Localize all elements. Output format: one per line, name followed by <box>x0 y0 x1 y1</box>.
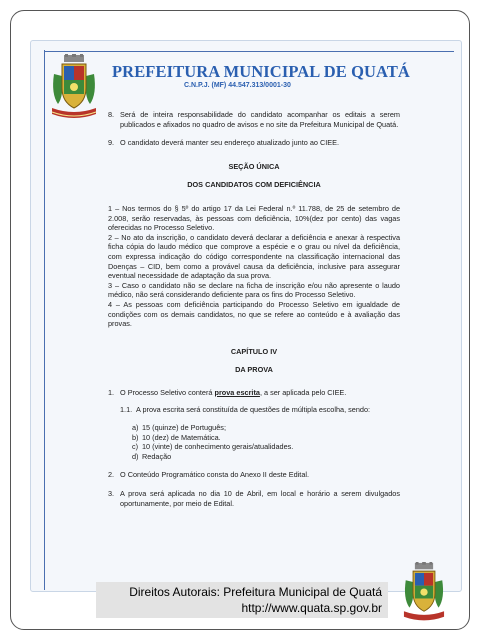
item-number: 3. <box>108 489 115 499</box>
footer-logo-caption: QUATÁ <box>417 622 431 627</box>
item-number: 8. <box>108 110 115 119</box>
item-text: 15 (quinze) de Português; <box>142 423 226 433</box>
section-title: SEÇÃO ÚNICA <box>228 161 280 171</box>
item-number: 2. <box>108 470 115 480</box>
header-title: PREFEITURA MUNICIPAL DE QUATÁ <box>112 62 410 81</box>
item-text: Redação <box>142 451 172 461</box>
footer-url-link[interactable]: http://www.quata.sp.gov.br <box>241 601 382 615</box>
item-text: 10 (dez) de Matemática. <box>142 432 221 442</box>
section-subtitle: DOS CANDIDATOS COM DEFICIÊNCIA <box>187 180 321 190</box>
header-cnpj: C.N.P.J. (MF) 44.547.313/0001-30 <box>184 82 291 89</box>
paragraph: 4 – As pessoas com deficiência participando do Processo Seletivo em igualdade de condições com os demais candidatos, no que se refere ao conteúdo e à avaliação das provas. <box>108 299 400 329</box>
list-item <box>108 442 400 452</box>
item-text-post: , a ser aplicada pelo CIEE. <box>259 387 347 397</box>
item-text: O Conteúdo Programático consta do Anexo II deste Edital. <box>120 470 310 480</box>
paragraph: 1 – Nos termos do § 5º do artigo 17 da Lei Federal n.º 11.788, de 25 de setembro de 2.008, serão reservadas, às pessoas com deficiência, 10%(dez por cento) das vagas oferecidas no Processo Seletivo. <box>108 203 400 233</box>
item-text: Será de inteira responsabilidade do candidato acompanhar os editais a serem publicados e afixados no quadro de avisos e no site da Prefeitura Municipal de Quatá. <box>120 110 400 129</box>
item-text: A prova será aplicada no dia 10 de Abril, em local e horário a serem divulgados oportunamente, por meio de Edital. <box>120 489 400 508</box>
footer-crest-logo <box>402 562 446 624</box>
item-letter: c) <box>132 442 139 452</box>
item-letter: d) <box>132 451 139 461</box>
list-item <box>108 388 400 398</box>
list-item <box>108 423 400 433</box>
sub-item <box>108 405 400 415</box>
list-item <box>108 138 400 148</box>
item-text-emphasis: prova escrita <box>214 387 260 397</box>
margin-rule <box>44 50 45 590</box>
item-letter: b) <box>132 432 139 442</box>
list-item <box>108 452 400 462</box>
document-body <box>108 110 400 508</box>
item-number: 9. <box>108 138 115 148</box>
item-number: 1. <box>108 387 115 397</box>
chapter-title: CAPÍTULO IV <box>230 346 278 356</box>
list-item <box>108 433 400 443</box>
item-number: 1.1. <box>120 405 133 415</box>
item-text: 10 (vinte) de conhecimento gerais/atualidades. <box>142 442 294 452</box>
item-text: A prova escrita será constituída de questões de múltipla escolha, sendo: <box>136 405 371 415</box>
item-text-pre: O Processo Seletivo conterá <box>120 387 215 397</box>
item-letter: a) <box>132 423 139 433</box>
paragraph: 3 – Caso o candidato não se declare na ficha de inscrição e/ou não apresente o laudo médico, não será considerando deficiente para os fins do Processo Seletivo. <box>108 280 400 300</box>
paragraph: 2 – No ato da inscrição, o candidato deverá declarar a deficiência e anexar à respectiva ficha cópia do laudo médico que comprove a espécie e o grau ou nível da deficiência, com expressa indicação do código correspondente na classificação internacional das Doenças – CID, bem como a provável causa da deficiência, inclusive para assegurar eventual necessidade de adaptação da sua prova. <box>108 232 400 281</box>
municipal-crest-logo <box>50 54 98 122</box>
footer-copyright: Direitos Autorais: Prefeitura Municipal de Quatá <box>129 585 382 599</box>
item-text: O candidato deverá manter seu endereço atualizado junto ao CIEE. <box>120 138 340 148</box>
alpha-list <box>108 423 400 461</box>
chapter-subtitle: DA PROVA <box>235 365 273 375</box>
list-item <box>108 110 400 129</box>
list-item <box>108 470 400 480</box>
top-rule <box>44 51 454 52</box>
list-item <box>108 489 400 508</box>
